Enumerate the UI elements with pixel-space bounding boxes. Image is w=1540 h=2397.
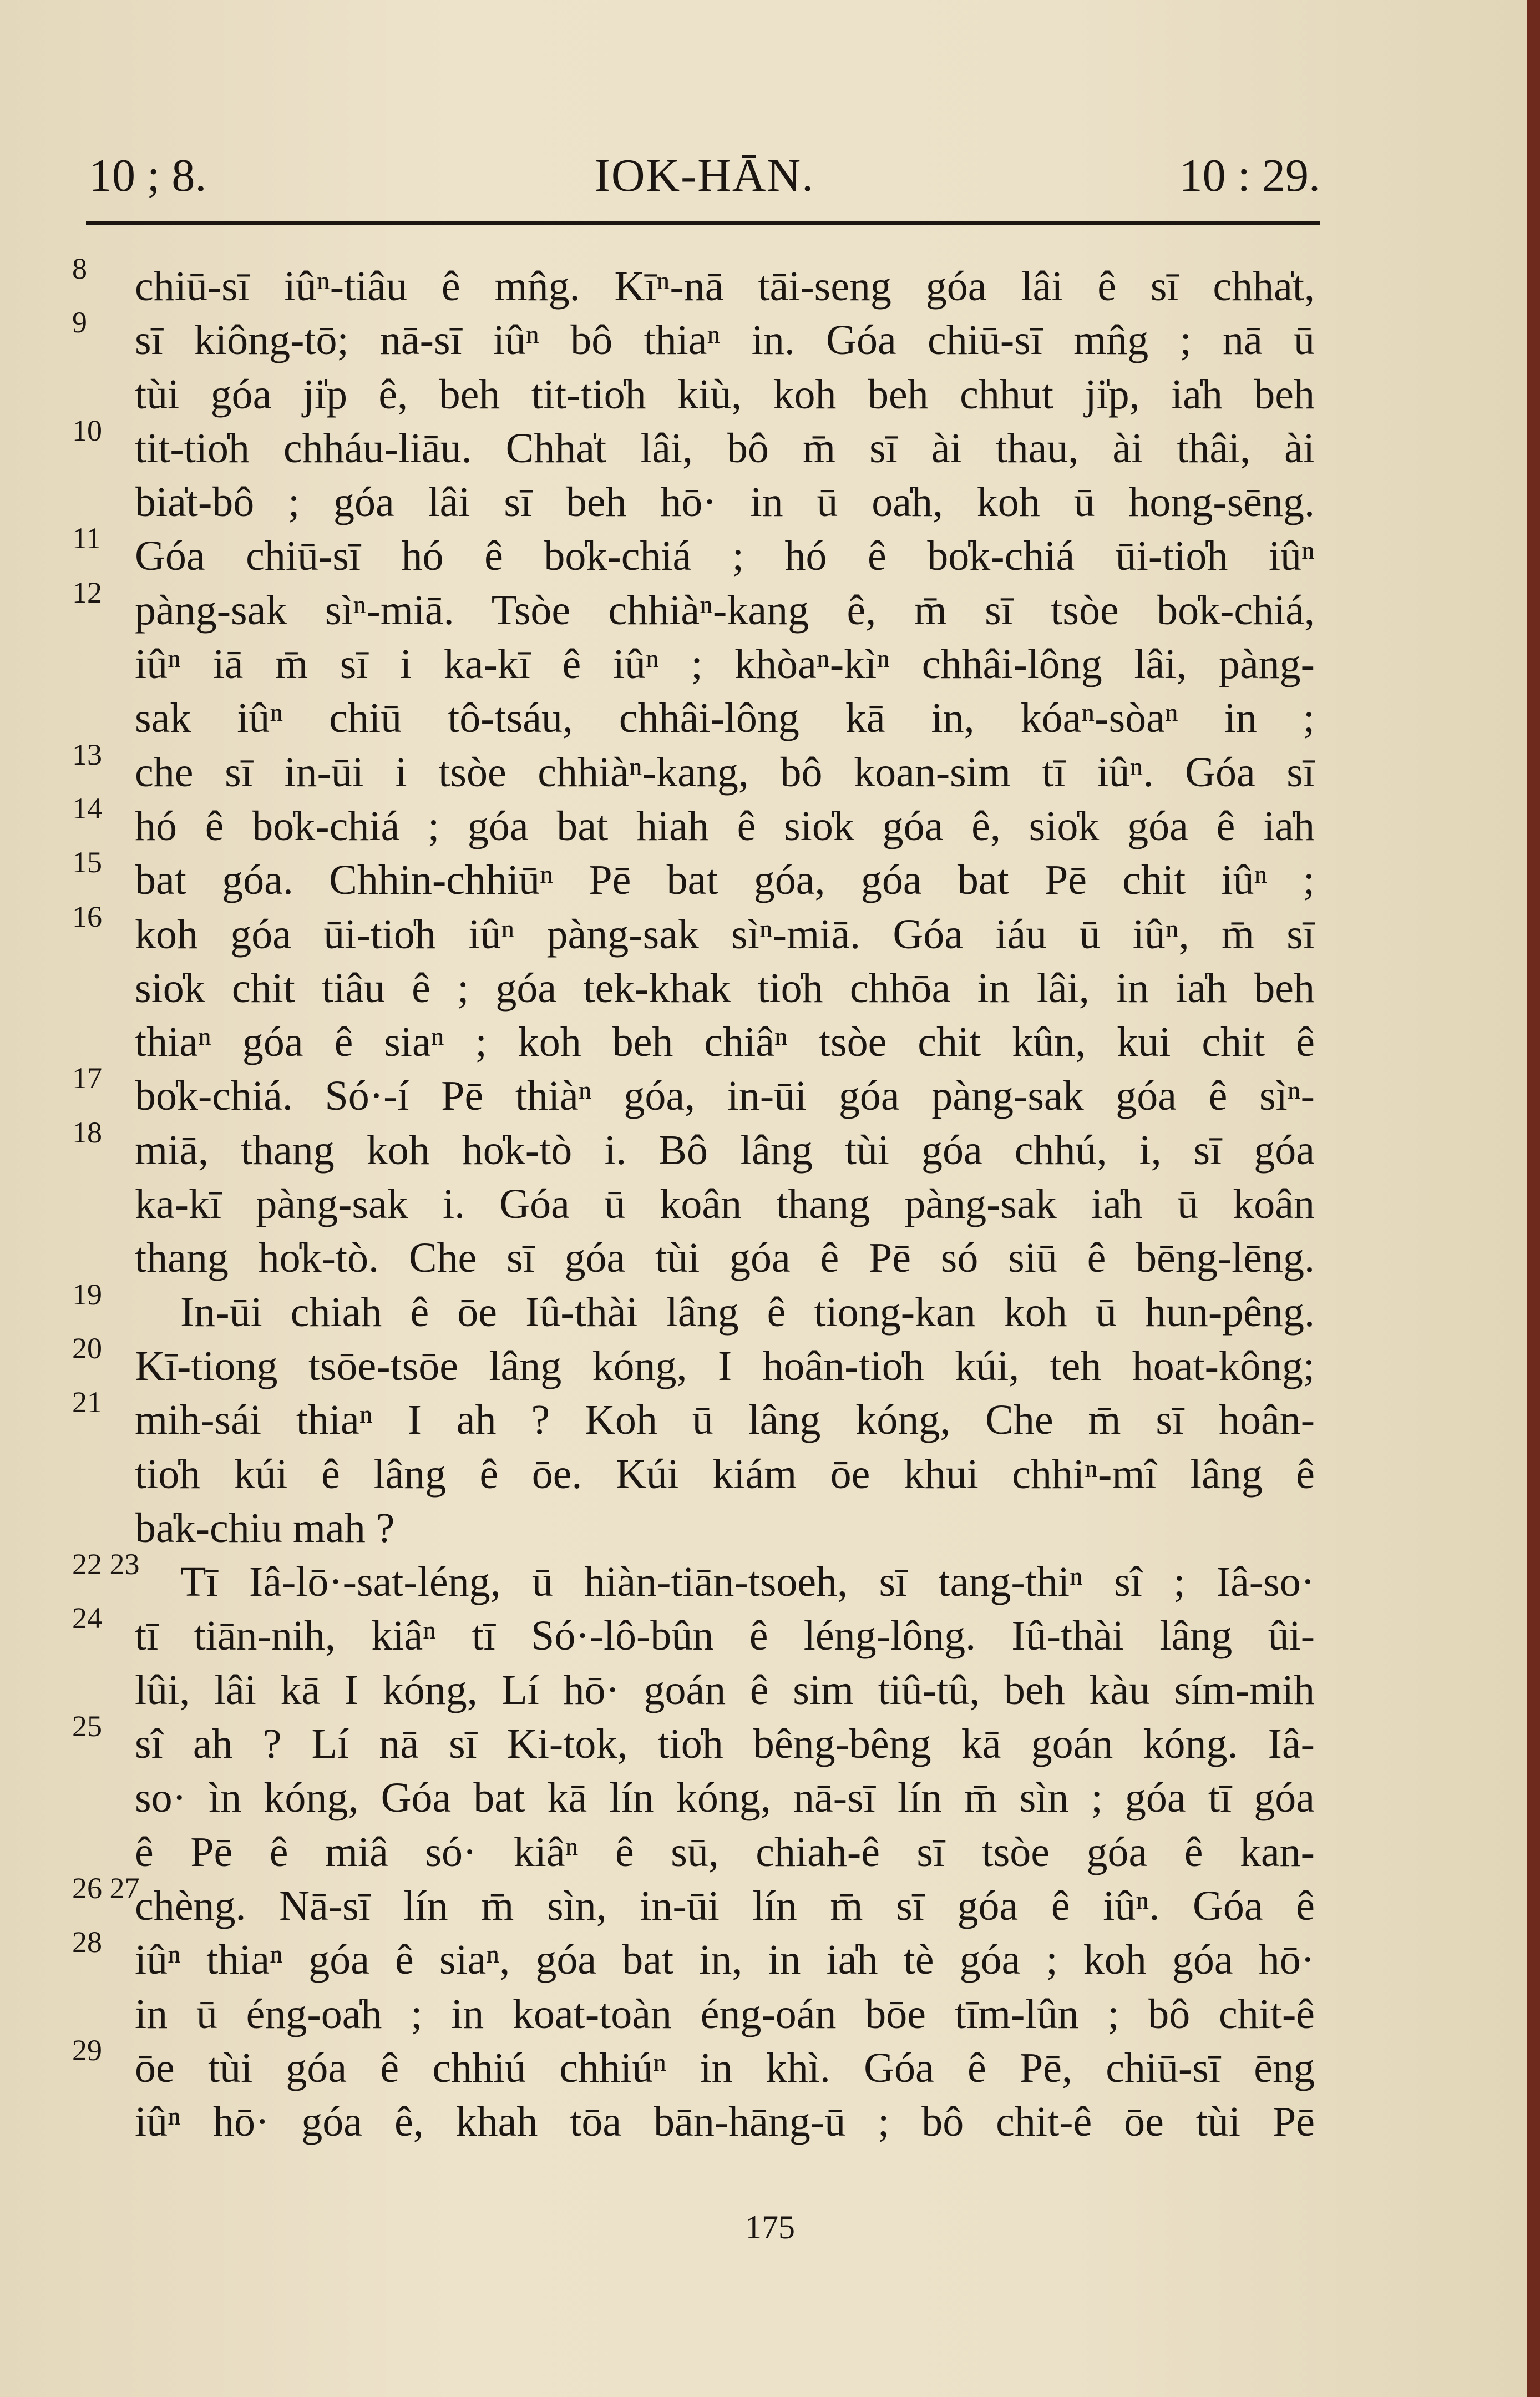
text-line [0, 1177, 1331, 1231]
line-text: mih-sái thiaⁿ I ah ? Koh ū lâng kóng, Che m̄ sī hoân- [135, 1397, 1315, 1444]
text-line [0, 1988, 1331, 2041]
line-text: miā, thang koh ho̍k-tò i. Bô lâng tùi góa chhú, i, sī góa [135, 1126, 1315, 1174]
line-text: ba̍k-chiu mah ? [135, 1504, 395, 1551]
running-head-title: IOK-HĀN. [594, 150, 815, 201]
line-text: ōe tùi góa ê chhiú chhiúⁿ in khì. Góa ê Pē, chiū-sī ēng [135, 2044, 1315, 2091]
text-line [0, 1771, 1331, 1825]
text-line [0, 1825, 1331, 1879]
verse-number: 13 [72, 737, 102, 771]
line-text: Tī Iâ-lō·-sat-léng, ū hiàn-tiān-tsoeh, sī tang-thiⁿ sî ; Iâ-so· [180, 1559, 1315, 1606]
line-text: Kī-tiong tsōe-tsōe lâng kóng, I hoân-tio̍h kúi, teh hoat-kông; [135, 1342, 1315, 1389]
line-text: lûi, lâi kā I kóng, Lí hō· goán ê sim tiû-tû, beh kàu sím-mih [135, 1666, 1315, 1713]
text-line [0, 1015, 1331, 1069]
text-line [0, 1277, 1331, 1339]
verse-number: 25 [72, 1710, 102, 1743]
line-text: iûⁿ thiaⁿ góa ê siaⁿ, góa bat in, in ia̍h tè góa ; koh góa hō· [135, 1936, 1315, 1984]
line-text: bia̍t-bô ; góa lâi sī beh hō· in ū oa̍h, koh ū hong-sēng. [135, 479, 1315, 526]
line-text: tio̍h kúi ê lâng ê ōe. Kúi kiám ōe khui chhiⁿ-mî lâng ê [135, 1450, 1315, 1498]
verse-number: 29 [72, 2033, 102, 2067]
text-line [0, 791, 1331, 853]
verse-number: 9 [72, 306, 87, 340]
verse-number: 14 [72, 791, 102, 825]
line-text: hó ê bo̍k-chiá ; góa bat hiah ê sio̍k góa ê, sio̍k góa ê ia̍h [135, 802, 1315, 849]
text-line [0, 1601, 1331, 1663]
text-line [0, 1710, 1331, 1771]
running-head-left: 10 ; 8. [89, 150, 207, 201]
line-text: bat góa. Chhin-chhiūⁿ Pē bat góa, góa bat Pē chit iûⁿ ; [135, 857, 1315, 904]
verse-number: 24 [72, 1601, 102, 1635]
line-text: Góa chiū-sī hó ê bo̍k-chiá ; hó ê bo̍k-chiá ūi-tio̍h iûⁿ [135, 533, 1315, 580]
line-text: iûⁿ iā m̄ sī i ka-kī ê iûⁿ ; khòaⁿ-kìⁿ chhâi-lông lâi, pàng- [135, 641, 1315, 688]
text-line [0, 1231, 1331, 1285]
line-text: thiaⁿ góa ê siaⁿ ; koh beh chiâⁿ tsòe chit kûn, kui chit ê [135, 1019, 1315, 1066]
line-text: iûⁿ hō· góa ê, khah tōa bān-hāng-ū ; bô chit-ê ōe tùi Pē [135, 2098, 1315, 2146]
text-line [0, 1448, 1331, 1501]
verse-number: 10 [72, 413, 102, 447]
line-text: ka-kī pàng-sak i. Góa ū koân thang pàng-sak ia̍h ū koân [135, 1181, 1315, 1228]
text-line [0, 413, 1331, 476]
verse-number: 15 [72, 846, 102, 879]
header-rule [86, 221, 1320, 225]
line-text: tit-tio̍h chháu-liāu. Chha̍t lâi, bô m̄ sī ài thau, ài thâi, ài [135, 424, 1315, 472]
text-line [0, 691, 1331, 745]
text-line [0, 1925, 1331, 1987]
text-line [0, 368, 1331, 422]
text-line [0, 962, 1331, 1015]
text-line [0, 252, 1331, 313]
verse-number: 28 [72, 1925, 102, 1959]
verse-number: 26 27 [72, 1871, 140, 1905]
text-line [0, 1385, 1331, 1447]
text-line [0, 1871, 1331, 1933]
text-line [0, 522, 1331, 583]
text-line [0, 899, 1331, 962]
line-text: sak iûⁿ chiū tô-tsáu, chhâi-lông kā in, kóaⁿ-sòaⁿ in ; [135, 695, 1315, 742]
verse-number: 12 [72, 575, 102, 609]
verse-number: 11 [72, 522, 101, 555]
verse-number: 22 23 [72, 1548, 140, 1581]
line-text: chèng. Nā-sī lín m̄ sìn, in-ūi lín m̄ sī góa ê iûⁿ. Góa ê [135, 1882, 1315, 1929]
line-text: thang ho̍k-tò. Che sī góa tùi góa ê Pē só siū ê bēng-lēng. [135, 1235, 1315, 1282]
line-text: sî ah ? Lí nā sī Ki-tok, tio̍h bêng-bêng kā goán kóng. Iâ- [135, 1721, 1315, 1768]
running-head-right: 10 : 29. [1179, 150, 1320, 201]
text-line [0, 638, 1331, 691]
text-line [0, 1061, 1331, 1123]
line-text: so· ìn kóng, Góa bat kā lín kóng, nā-sī lín m̄ sìn ; góa tī góa [135, 1774, 1315, 1822]
text-line [0, 2033, 1331, 2095]
line-text: che sī in-ūi i tsòe chhiàⁿ-kang, bô koan-sim tī iûⁿ. Góa sī [135, 749, 1315, 796]
page-number: 175 [745, 2209, 795, 2246]
verse-number: 18 [72, 1115, 102, 1149]
text-line [0, 476, 1331, 529]
line-text: chiū-sī iûⁿ-tiâu ê mn̂g. Kīⁿ-nā tāi-seng góa lâi ê sī chha̍t, [135, 263, 1315, 310]
text-line [0, 2095, 1331, 2149]
line-text: sī kiông-tō; nā-sī iûⁿ bô thiaⁿ in. Góa chiū-sī mn̂g ; nā ū [135, 317, 1315, 364]
line-text: sio̍k chit tiâu ê ; góa tek-khak tio̍h chhōa in lâi, in ia̍h beh [135, 964, 1315, 1012]
text-line [0, 1548, 1331, 1609]
text-line [0, 575, 1331, 638]
verse-number: 21 [72, 1385, 102, 1419]
line-text: bo̍k-chiá. Só·-í Pē thiàⁿ góa, in-ūi góa pàng-sak góa ê sìⁿ- [135, 1073, 1315, 1120]
line-text: tī tiān-nih, kiâⁿ tī Só·-lô-bûn ê léng-lông. Iû-thài lâng ûi- [135, 1612, 1315, 1660]
text-line [0, 737, 1331, 800]
line-text: In-ūi chiah ê ōe Iû-thài lâng ê tiong-kan koh ū hun-pêng. [180, 1288, 1315, 1336]
text-line [0, 1115, 1331, 1177]
verse-number: 19 [72, 1277, 102, 1311]
text-body [0, 252, 1331, 2149]
text-line [0, 1501, 1331, 1555]
running-head [89, 145, 1320, 206]
verse-number: 16 [72, 899, 102, 933]
text-line [0, 306, 1331, 367]
verse-number: 17 [72, 1061, 102, 1095]
line-text: pàng-sak sìⁿ-miā. Tsòe chhiàⁿ-kang ê, m̄ sī tsòe bo̍k-chiá, [135, 586, 1315, 634]
verse-number: 20 [72, 1331, 102, 1365]
text-line [0, 1663, 1331, 1717]
verse-number: 8 [72, 252, 87, 285]
line-text: koh góa ūi-tio̍h iûⁿ pàng-sak sìⁿ-miā. Góa iáu ū iûⁿ, m̄ sī [135, 911, 1315, 958]
text-line [0, 846, 1331, 907]
line-text: tùi góa ji̍p ê, beh tit-tio̍h kiù, koh beh chhut ji̍p, ia̍h beh [135, 371, 1315, 418]
line-text: ê Pē ê miâ só· kiâⁿ ê sū, chiah-ê sī tsòe góa ê kan- [135, 1828, 1315, 1875]
line-text: in ū éng-oa̍h ; in koat-toàn éng-oán bōe tīm-lûn ; bô chit-ê [135, 1990, 1315, 2037]
text-line [0, 1331, 1331, 1393]
